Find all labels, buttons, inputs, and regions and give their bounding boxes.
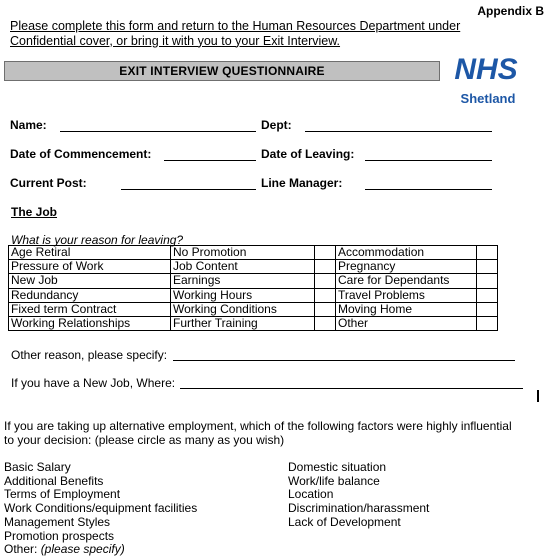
name-field[interactable] (60, 131, 256, 132)
reason-option: Fixed term Contract (9, 302, 171, 316)
new-job-field[interactable] (180, 388, 523, 389)
reason-option: Accommodation (336, 246, 477, 260)
dept-field[interactable] (305, 131, 492, 132)
reason-option: Working Hours (171, 288, 315, 302)
reason-option: Job Content (171, 260, 315, 274)
nhs-logo-mark (452, 51, 520, 84)
factor-option[interactable]: Work/life balance (288, 473, 380, 488)
name-label: Name: (10, 118, 47, 132)
line-manager-field[interactable] (365, 189, 492, 190)
current-post-field[interactable] (121, 189, 256, 190)
new-job-label: If you have a New Job, Where: (11, 376, 176, 390)
reason-option: Further Training (171, 316, 315, 330)
section-heading-job: The Job (11, 205, 58, 219)
line-manager-label: Line Manager: (261, 176, 343, 190)
factor-option-other[interactable]: Other: (please specify) (4, 542, 125, 557)
date-leaving-field[interactable] (365, 160, 492, 161)
table-row (9, 316, 498, 330)
reason-checkbox[interactable] (315, 260, 336, 274)
instructions-text: Please complete this form and return to the Human Resources Department under Confidential cover, or bring it with you to your Exit Interview. (10, 19, 461, 48)
table-row (9, 288, 498, 302)
date-leaving-label: Date of Leaving: (261, 147, 355, 161)
reason-option: Care for Dependants (336, 274, 477, 288)
factor-option[interactable]: Promotion prospects (4, 528, 115, 543)
reason-option: Pressure of Work (9, 260, 171, 274)
factor-option[interactable]: Discrimination/harassment (288, 501, 430, 516)
current-post-label: Current Post: (10, 176, 87, 190)
reason-option: Other (336, 316, 477, 330)
reason-checkbox[interactable] (477, 288, 498, 302)
reason-option: Working Conditions (171, 302, 315, 316)
table-row (9, 302, 498, 316)
factors-right-list (288, 461, 528, 530)
form-title: EXIT INTERVIEW QUESTIONNAIRE (4, 61, 440, 81)
reason-checkbox[interactable] (315, 274, 336, 288)
reason-option: No Promotion (171, 246, 315, 260)
nhs-shetland-logo (448, 51, 528, 113)
factor-option[interactable]: Additional Benefits (4, 473, 104, 488)
factor-option[interactable]: Work Conditions/equipment facilities (4, 501, 198, 516)
date-commencement-field[interactable] (164, 160, 256, 161)
dept-label: Dept: (261, 118, 292, 132)
svg-text:NHS: NHS (454, 53, 518, 84)
factor-option[interactable]: Lack of Development (288, 514, 401, 529)
text-cursor (537, 390, 539, 402)
reason-checkbox[interactable] (477, 274, 498, 288)
alternative-question: If you are taking up alternative employment, which of the following factors were highly influential to your decision: (please circle as many as you wish) (4, 419, 512, 447)
reason-checkbox[interactable] (315, 246, 336, 260)
reason-checkbox[interactable] (477, 302, 498, 316)
reason-checkbox[interactable] (315, 288, 336, 302)
reason-option: Moving Home (336, 302, 477, 316)
other-reason-field[interactable] (173, 360, 515, 361)
factor-option[interactable]: Domestic situation (288, 460, 387, 474)
reason-checkbox[interactable] (315, 316, 336, 330)
appendix-label: Appendix B (477, 4, 544, 18)
date-commencement-label: Date of Commencement: (10, 147, 152, 161)
reason-checkbox[interactable] (477, 246, 498, 260)
reason-question: What is your reason for leaving? (11, 233, 184, 247)
factor-option[interactable]: Location (288, 487, 334, 502)
reason-checkbox[interactable] (477, 260, 498, 274)
reason-checkbox[interactable] (477, 316, 498, 330)
table-row (9, 246, 498, 260)
table-row (9, 274, 498, 288)
reason-option: Age Retiral (9, 246, 171, 260)
other-reason-label: Other reason, please specify: (11, 348, 168, 362)
factor-option[interactable]: Basic Salary (4, 460, 71, 474)
factors-left-list (4, 461, 284, 557)
reason-option: Working Relationships (9, 316, 171, 330)
reason-option: Redundancy (9, 288, 171, 302)
reason-option: Travel Problems (336, 288, 477, 302)
table-row (9, 260, 498, 274)
reasons-table (8, 245, 498, 331)
reason-option: Earnings (171, 274, 315, 288)
factor-option[interactable]: Management Styles (4, 514, 111, 529)
reason-option: Pregnancy (336, 260, 477, 274)
reason-option: New Job (9, 274, 171, 288)
factor-option[interactable]: Terms of Employment (4, 487, 121, 502)
reason-checkbox[interactable] (315, 302, 336, 316)
logo-region: Shetland (460, 91, 516, 106)
